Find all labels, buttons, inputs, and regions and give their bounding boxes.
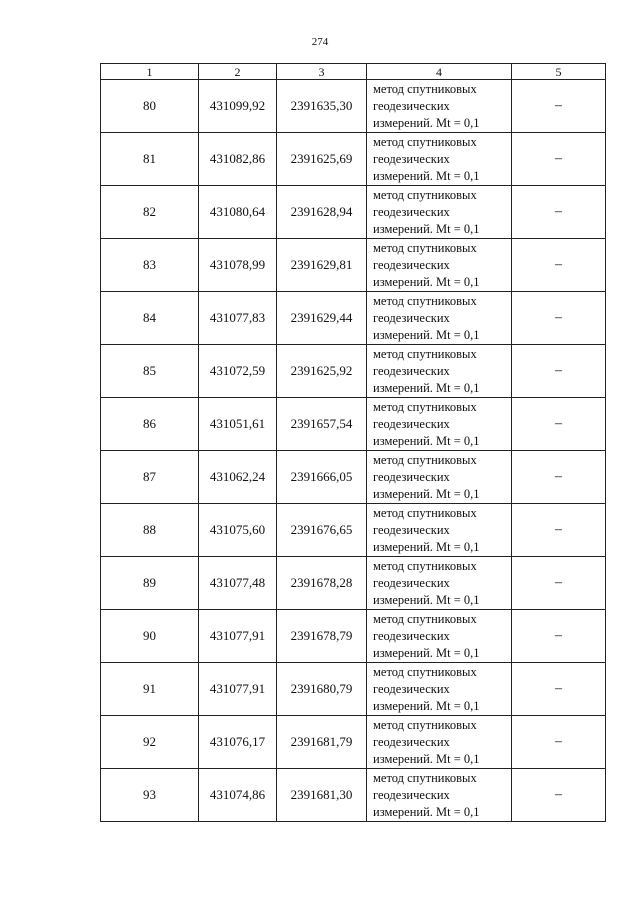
method-text-line: измерений. Mt = 0,1 bbox=[373, 433, 480, 448]
coordinate-y-cell: 2391657,54 bbox=[277, 398, 367, 451]
table-row bbox=[101, 186, 606, 239]
method-text-line: геодезических bbox=[373, 151, 450, 166]
method-text-line: метод спутниковых bbox=[373, 611, 477, 626]
coordinate-y-cell: 2391628,94 bbox=[277, 186, 367, 239]
method-text-line: геодезических bbox=[373, 363, 450, 378]
point-number-cell: 92 bbox=[101, 716, 199, 769]
method-text-line: измерений. Mt = 0,1 bbox=[373, 221, 480, 236]
table-row bbox=[101, 610, 606, 663]
method-text-line: метод спутниковых bbox=[373, 187, 477, 202]
method-cell bbox=[367, 504, 512, 557]
table-row bbox=[101, 716, 606, 769]
point-number-cell: 93 bbox=[101, 769, 199, 822]
point-number-cell: 82 bbox=[101, 186, 199, 239]
point-number-cell: 89 bbox=[101, 557, 199, 610]
method-cell bbox=[367, 451, 512, 504]
method-text-line: метод спутниковых bbox=[373, 664, 477, 679]
method-text-line: геодезических bbox=[373, 416, 450, 431]
method-text-line: геодезических bbox=[373, 681, 450, 696]
column-header-4: 4 bbox=[367, 64, 512, 80]
table-row bbox=[101, 292, 606, 345]
method-text-line: метод спутниковых bbox=[373, 717, 477, 732]
method-text-line: геодезических bbox=[373, 628, 450, 643]
note-cell: – bbox=[512, 716, 606, 769]
method-text-line: измерений. Mt = 0,1 bbox=[373, 751, 480, 766]
method-text-line: метод спутниковых bbox=[373, 399, 477, 414]
table-body bbox=[101, 80, 606, 822]
method-text-line: метод спутниковых bbox=[373, 770, 477, 785]
coordinate-x-cell: 431077,48 bbox=[199, 557, 277, 610]
method-cell bbox=[367, 186, 512, 239]
point-number-cell: 81 bbox=[101, 133, 199, 186]
note-cell: – bbox=[512, 769, 606, 822]
method-text-line: измерений. Mt = 0,1 bbox=[373, 380, 480, 395]
point-number-cell: 85 bbox=[101, 345, 199, 398]
coordinate-x-cell: 431099,92 bbox=[199, 80, 277, 133]
coordinate-y-cell: 2391625,92 bbox=[277, 345, 367, 398]
method-cell bbox=[367, 345, 512, 398]
note-cell: – bbox=[512, 610, 606, 663]
method-cell bbox=[367, 292, 512, 345]
table-row bbox=[101, 398, 606, 451]
method-cell bbox=[367, 610, 512, 663]
coordinate-y-cell: 2391629,44 bbox=[277, 292, 367, 345]
method-text-line: измерений. Mt = 0,1 bbox=[373, 539, 480, 554]
table-row bbox=[101, 769, 606, 822]
column-header-5: 5 bbox=[512, 64, 606, 80]
table-row bbox=[101, 557, 606, 610]
point-number-cell: 80 bbox=[101, 80, 199, 133]
point-number-cell: 84 bbox=[101, 292, 199, 345]
coordinate-y-cell: 2391676,65 bbox=[277, 504, 367, 557]
coordinate-y-cell: 2391625,69 bbox=[277, 133, 367, 186]
coordinate-x-cell: 431077,83 bbox=[199, 292, 277, 345]
table-row bbox=[101, 345, 606, 398]
method-text-line: геодезических bbox=[373, 310, 450, 325]
coordinate-x-cell: 431072,59 bbox=[199, 345, 277, 398]
point-number-cell: 88 bbox=[101, 504, 199, 557]
coordinate-x-cell: 431076,17 bbox=[199, 716, 277, 769]
method-cell bbox=[367, 80, 512, 133]
method-text-line: измерений. Mt = 0,1 bbox=[373, 645, 480, 660]
method-text-line: геодезических bbox=[373, 522, 450, 537]
method-text-line: метод спутниковых bbox=[373, 558, 477, 573]
coordinates-table bbox=[100, 63, 606, 822]
coordinate-x-cell: 431074,86 bbox=[199, 769, 277, 822]
method-text-line: геодезических bbox=[373, 257, 450, 272]
method-text-line: измерений. Mt = 0,1 bbox=[373, 698, 480, 713]
method-cell bbox=[367, 557, 512, 610]
column-header-1: 1 bbox=[101, 64, 199, 80]
coordinate-y-cell: 2391678,28 bbox=[277, 557, 367, 610]
table-row bbox=[101, 663, 606, 716]
method-cell bbox=[367, 769, 512, 822]
method-text-line: геодезических bbox=[373, 575, 450, 590]
point-number-cell: 90 bbox=[101, 610, 199, 663]
method-text-line: измерений. Mt = 0,1 bbox=[373, 592, 480, 607]
method-text-line: геодезических bbox=[373, 787, 450, 802]
method-text-line: метод спутниковых bbox=[373, 346, 477, 361]
table-row bbox=[101, 239, 606, 292]
note-cell: – bbox=[512, 186, 606, 239]
coordinate-x-cell: 431077,91 bbox=[199, 610, 277, 663]
method-text-line: геодезических bbox=[373, 734, 450, 749]
method-cell bbox=[367, 398, 512, 451]
note-cell: – bbox=[512, 239, 606, 292]
note-cell: – bbox=[512, 663, 606, 716]
coordinate-y-cell: 2391666,05 bbox=[277, 451, 367, 504]
method-text-line: измерений. Mt = 0,1 bbox=[373, 115, 480, 130]
coordinate-y-cell: 2391635,30 bbox=[277, 80, 367, 133]
point-number-cell: 86 bbox=[101, 398, 199, 451]
coordinate-x-cell: 431080,64 bbox=[199, 186, 277, 239]
column-header-3: 3 bbox=[277, 64, 367, 80]
point-number-cell: 91 bbox=[101, 663, 199, 716]
method-cell bbox=[367, 716, 512, 769]
coordinate-x-cell: 431075,60 bbox=[199, 504, 277, 557]
method-cell bbox=[367, 239, 512, 292]
note-cell: – bbox=[512, 398, 606, 451]
method-text-line: метод спутниковых bbox=[373, 240, 477, 255]
table-row bbox=[101, 451, 606, 504]
point-number-cell: 87 bbox=[101, 451, 199, 504]
coordinate-y-cell: 2391681,79 bbox=[277, 716, 367, 769]
method-text-line: измерений. Mt = 0,1 bbox=[373, 327, 480, 342]
note-cell: – bbox=[512, 292, 606, 345]
table-row bbox=[101, 133, 606, 186]
method-cell bbox=[367, 663, 512, 716]
note-cell: – bbox=[512, 80, 606, 133]
coordinate-x-cell: 431051,61 bbox=[199, 398, 277, 451]
method-text-line: геодезических bbox=[373, 204, 450, 219]
method-text-line: метод спутниковых bbox=[373, 134, 477, 149]
coordinate-x-cell: 431062,24 bbox=[199, 451, 277, 504]
note-cell: – bbox=[512, 133, 606, 186]
method-text-line: измерений. Mt = 0,1 bbox=[373, 804, 480, 819]
coordinate-y-cell: 2391680,79 bbox=[277, 663, 367, 716]
coordinate-y-cell: 2391678,79 bbox=[277, 610, 367, 663]
column-header-2: 2 bbox=[199, 64, 277, 80]
coordinate-x-cell: 431078,99 bbox=[199, 239, 277, 292]
method-text-line: геодезических bbox=[373, 98, 450, 113]
point-number-cell: 83 bbox=[101, 239, 199, 292]
method-text-line: метод спутниковых bbox=[373, 452, 477, 467]
coordinate-x-cell: 431082,86 bbox=[199, 133, 277, 186]
coordinate-y-cell: 2391629,81 bbox=[277, 239, 367, 292]
method-text-line: измерений. Mt = 0,1 bbox=[373, 168, 480, 183]
page-number: 274 bbox=[311, 36, 329, 48]
table-row bbox=[101, 504, 606, 557]
method-text-line: измерений. Mt = 0,1 bbox=[373, 486, 480, 501]
note-cell: – bbox=[512, 557, 606, 610]
table-row bbox=[101, 80, 606, 133]
note-cell: – bbox=[512, 451, 606, 504]
method-text-line: метод спутниковых bbox=[373, 505, 477, 520]
method-text-line: измерений. Mt = 0,1 bbox=[373, 274, 480, 289]
method-text-line: метод спутниковых bbox=[373, 293, 477, 308]
method-cell bbox=[367, 133, 512, 186]
method-text-line: геодезических bbox=[373, 469, 450, 484]
note-cell: – bbox=[512, 345, 606, 398]
note-cell: – bbox=[512, 504, 606, 557]
coordinate-y-cell: 2391681,30 bbox=[277, 769, 367, 822]
coordinate-x-cell: 431077,91 bbox=[199, 663, 277, 716]
method-text-line: метод спутниковых bbox=[373, 81, 477, 96]
table-header-row bbox=[101, 64, 606, 80]
